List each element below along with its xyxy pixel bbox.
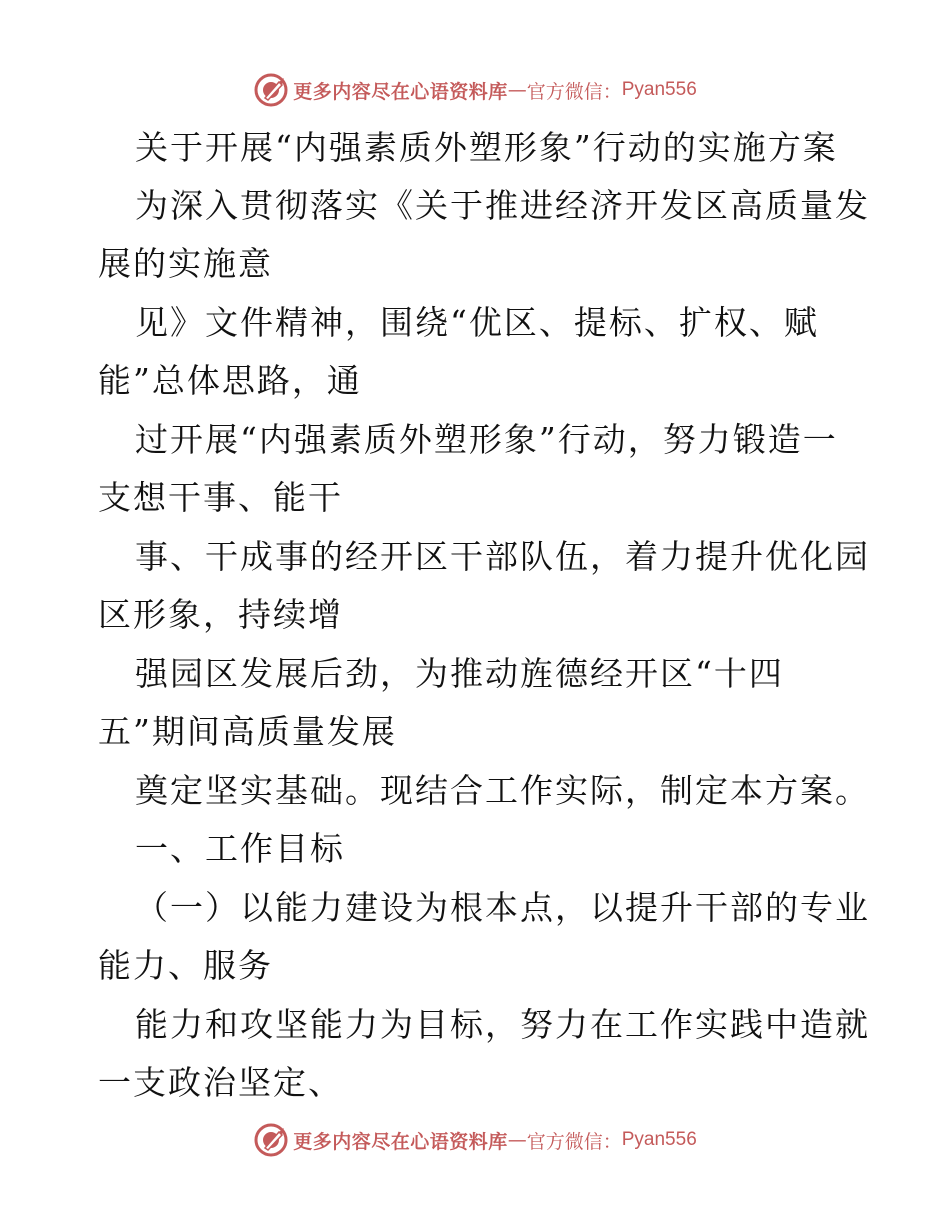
paragraph-line: 为深入贯彻落实《关于推进经济开发区高质量发 (135, 186, 870, 225)
paragraph-line: 支想干事、能干 (98, 478, 343, 517)
banner-dash: — (507, 79, 527, 101)
paragraph-line: 区形象，持续增 (98, 595, 343, 634)
banner-sub-text: 官方微信： (526, 80, 622, 103)
paragraph-line: 过开展“内强素质外塑形象”行动，努力锻造一 (135, 420, 838, 459)
paragraph-line: 能力、服务 (98, 946, 273, 985)
paragraph-line: 能”总体思路，通 (98, 361, 362, 400)
header-watermark-banner (0, 70, 950, 110)
subsection-line: （一）以能力建设为根本点，以提升干部的专业 (135, 888, 870, 927)
section-heading: 一、工作目标 (135, 829, 345, 868)
paragraph-line: 奠定坚实基础。现结合工作实际，制定本方案。 (135, 771, 870, 810)
document-title: 关于开展“内强素质外塑形象”行动的实施方案 (135, 128, 838, 167)
paragraph-line: 展的实施意 (98, 244, 273, 283)
banner-dash: — (507, 1129, 527, 1151)
banner-sub-text: 官方微信： (526, 1130, 622, 1153)
paragraph-line: 一支政治坚定、 (98, 1063, 343, 1102)
brand-logo-icon (253, 72, 289, 108)
footer-watermark-banner (0, 1120, 950, 1160)
paragraph-line: 能力和攻坚能力为目标，努力在工作实践中造就 (135, 1005, 870, 1044)
banner-wechat-id: Pyan556 (621, 79, 697, 100)
banner-wechat-id: Pyan556 (621, 1129, 697, 1150)
brand-logo-icon (253, 1122, 289, 1158)
banner-main-text: 更多内容尽在心语资料库 (293, 80, 508, 103)
banner-main-text: 更多内容尽在心语资料库 (293, 1130, 508, 1153)
paragraph-line: 强园区发展后劲，为推动旌德经开区“十四 (135, 654, 784, 693)
paragraph-line: 五”期间高质量发展 (98, 712, 397, 751)
paragraph-line: 见》文件精神，围绕“优区、提标、扩权、赋 (135, 303, 819, 342)
paragraph-line: 事、干成事的经开区干部队伍，着力提升优化园 (135, 537, 870, 576)
